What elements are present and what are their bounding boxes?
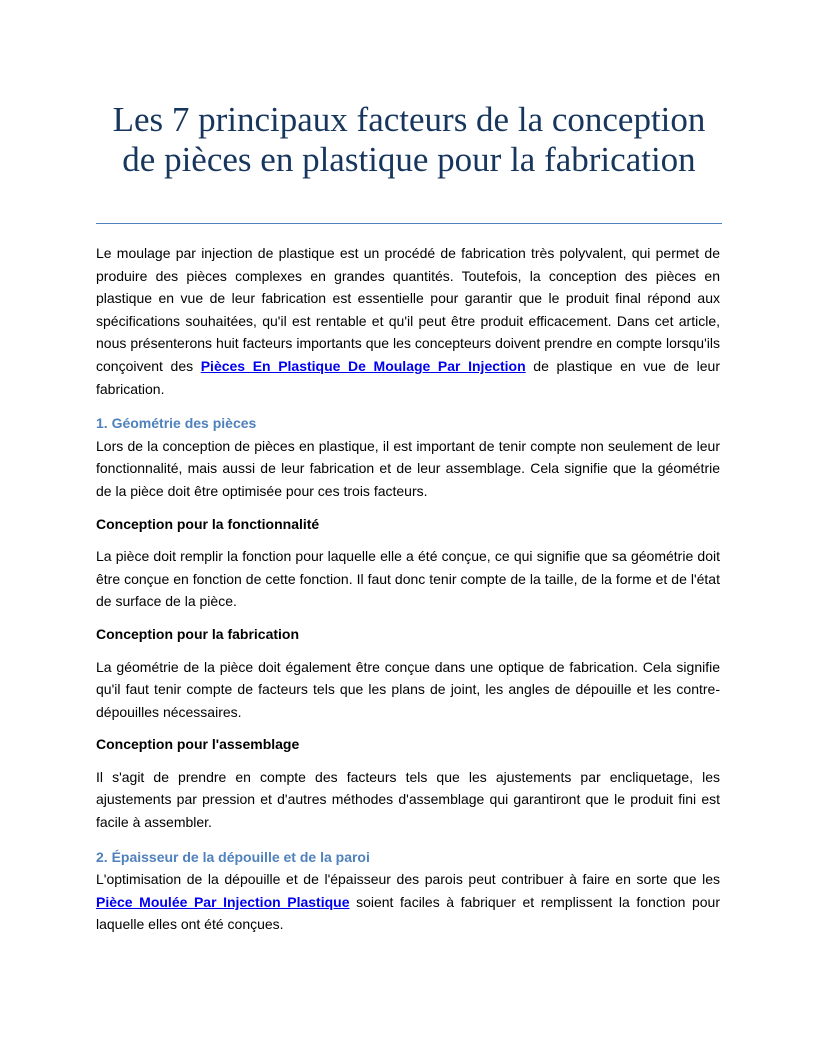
subsection-functionality-paragraph: La pièce doit remplir la fonction pour laquelle elle a été conçue, ce qui signifie que sa géométrie doit être conçue en fonction de cette fonction. Il faut donc tenir compte de la taille, de la forme et de l'état de surface de la pièce. <box>96 548 720 610</box>
intro-text-after-link: de plastique en vue de leur fabrication. <box>96 357 720 397</box>
subsection-assembly-heading: Conception pour l'assemblage <box>96 736 300 753</box>
section2-text-before-link: L'optimisation de la dépouille et de l'épaisseur des parois peut contribuer à faire en sorte que les <box>96 871 720 888</box>
section2-heading: 2. Épaisseur de la dépouille et de la paroi <box>96 848 370 865</box>
title-underline <box>96 223 722 224</box>
subsection-functionality-heading: Conception pour la fonctionnalité <box>96 515 320 532</box>
document-title: Les 7 principaux facteurs de la conception de pièces en plastique pour la fabrication <box>112 100 706 179</box>
section2-text-after-link: soient faciles à fabriquer et remplissent la fonction pour laquelle elles ont été conçues. <box>96 893 720 933</box>
section1-paragraph: Lors de la conception de pièces en plastique, il est important de tenir compte non seulement de leur fonctionnalité, mais aussi de leur fabrication et de leur assemblage. Cela signifie que la géométrie de la pièce doit être optimisée pour ces trois facteurs. <box>96 437 720 499</box>
molded-plastic-part-link[interactable]: Pièce Moulée Par Injection Plastique <box>96 893 350 910</box>
intro-text-before-link: Le moulage par injection de plastique est un procédé de fabrication très polyvalent, qui permet de produire des pièces complexes en grandes quantités. Toutefois, la conception des pièces en plastique en vue de leur fabrication est essentielle pour garantir que le produit final répond aux spécifications souhaitées, qu'il est rentable et qu'il peut être produit efficacement. Dans cet article, nous présenterons huit facteurs importants que les concepteurs doivent prendre en compte lorsqu'ils conçoivent des <box>96 245 720 374</box>
injection-molding-parts-link[interactable]: Pièces En Plastique De Moulage Par Injection <box>200 357 526 374</box>
subsection-assembly-paragraph: Il s'agit de prendre en compte des facteurs tels que les ajustements par encliquetage, les ajustements par pression et d'autres méthodes d'assemblage qui garantiront que le produit fini est facile à assembler. <box>96 768 720 831</box>
subsection-manufacturing-heading: Conception pour la fabrication <box>96 625 300 642</box>
section2-paragraph <box>96 868 720 936</box>
section1-heading: 1. Géométrie des pièces <box>96 415 257 432</box>
subsection-manufacturing-paragraph: La géométrie de la pièce doit également être conçue dans une optique de fabrication. Cela signifie qu'il faut tenir compte de facteurs tels que les plans de joint, les angles de dépouille et les contre-dépouilles nécessaires. <box>96 658 720 720</box>
intro-paragraph <box>96 242 720 400</box>
document-body <box>96 242 720 936</box>
